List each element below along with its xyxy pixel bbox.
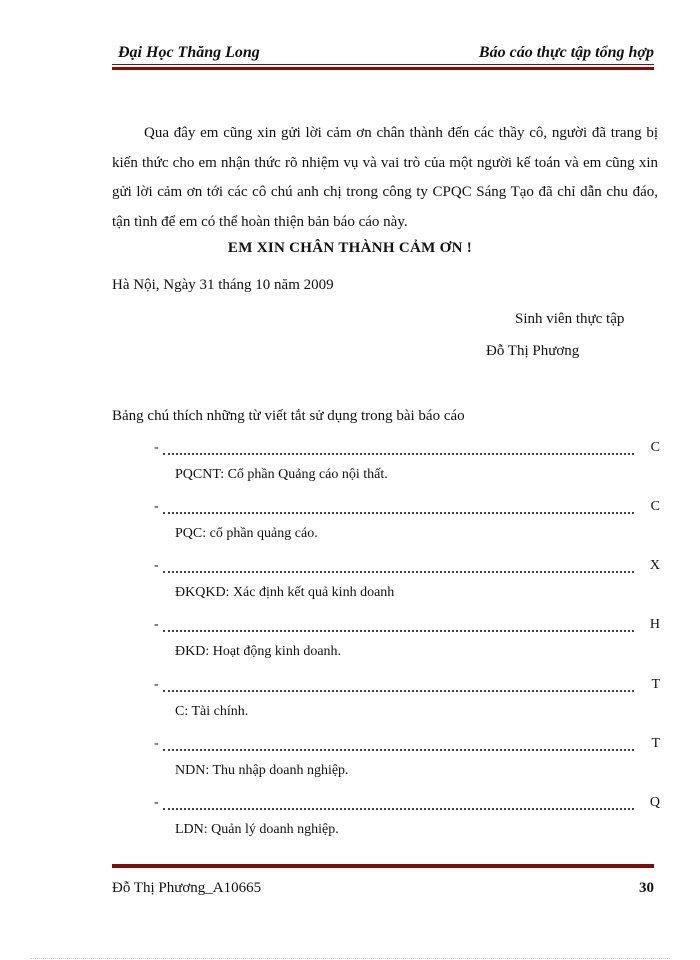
toc-line (154, 677, 660, 697)
signature-title: Sinh viên thực tập (515, 311, 625, 327)
toc-letter: T (651, 736, 660, 751)
date-line: Hà Nội, Ngày 31 tháng 10 năm 2009 (112, 277, 334, 293)
dot-leader (163, 512, 634, 514)
header-school-name: Đại Học Thăng Long (118, 44, 260, 61)
toc-line (154, 440, 660, 460)
dot-leader (163, 690, 634, 692)
toc-letter: C (650, 440, 660, 455)
toc-letter: T (651, 677, 660, 692)
toc-dash: - (154, 499, 159, 514)
abbreviation-item: ĐKD: Hoạt động kinh doanh. (175, 644, 342, 659)
toc-line (154, 558, 660, 578)
toc-dash: - (154, 736, 159, 751)
toc-letter: X (649, 558, 660, 573)
abbreviation-item: LDN: Quản lý doanh nghiệp. (175, 822, 339, 837)
dot-leader (163, 808, 634, 810)
toc-dash: - (154, 558, 159, 573)
footer-rule (112, 862, 654, 868)
abbreviation-table-title: Bảng chú thích những từ viết tắt sử dụng trong bài báo cáo (112, 408, 465, 424)
toc-letter: C (650, 499, 660, 514)
toc-letter: Q (649, 795, 660, 810)
toc-line (154, 736, 660, 756)
header-rule (112, 64, 654, 70)
toc-line (154, 617, 660, 637)
thanks-heading: EM XIN CHÂN THÀNH CẢM ƠN ! (227, 240, 473, 256)
toc-letter: H (649, 617, 660, 632)
dot-leader (163, 749, 634, 751)
page-bottom-border (30, 958, 670, 959)
toc-dash: - (154, 440, 159, 455)
dot-leader (163, 630, 634, 632)
dot-leader (163, 453, 634, 455)
abbreviation-item: NDN: Thu nhập doanh nghiệp. (175, 763, 349, 778)
abbreviation-item: C: Tài chính. (175, 704, 249, 719)
page-number: 30 (639, 880, 654, 896)
dot-leader (163, 571, 634, 573)
toc-dash: - (154, 617, 159, 632)
toc-dash: - (154, 677, 159, 692)
footer-author: Đỗ Thị Phương_A10665 (112, 880, 262, 896)
toc-line (154, 499, 660, 519)
thanks-paragraph: Qua đây em cũng xin gửi lời cảm ơn chân thành đến các thầy cô, người đã trang bị kiến thức cho em nhận thức rõ nhiệm vụ và vai trò của một người kế toán và em cũng xin gửi lời cảm ơn tới các cô chú anh chị trong công ty CPQC Sáng Tạo đã chỉ dẫn chu đáo, tận tình để em có thể hoàn thiện bản báo cáo này. (112, 125, 658, 230)
abbreviation-item: ĐKQKD: Xác định kết quả kinh doanh (175, 585, 395, 600)
abbreviation-item: PQCNT: Cổ phần Quảng cáo nội thất. (175, 467, 388, 482)
signature-name: Đỗ Thị Phương (486, 343, 580, 359)
header-report-title: Báo cáo thực tập tổng hợp (478, 44, 654, 61)
toc-line (154, 795, 660, 815)
toc-dash: - (154, 795, 159, 810)
abbreviation-item: PQC: cổ phần quảng cáo. (175, 526, 318, 541)
